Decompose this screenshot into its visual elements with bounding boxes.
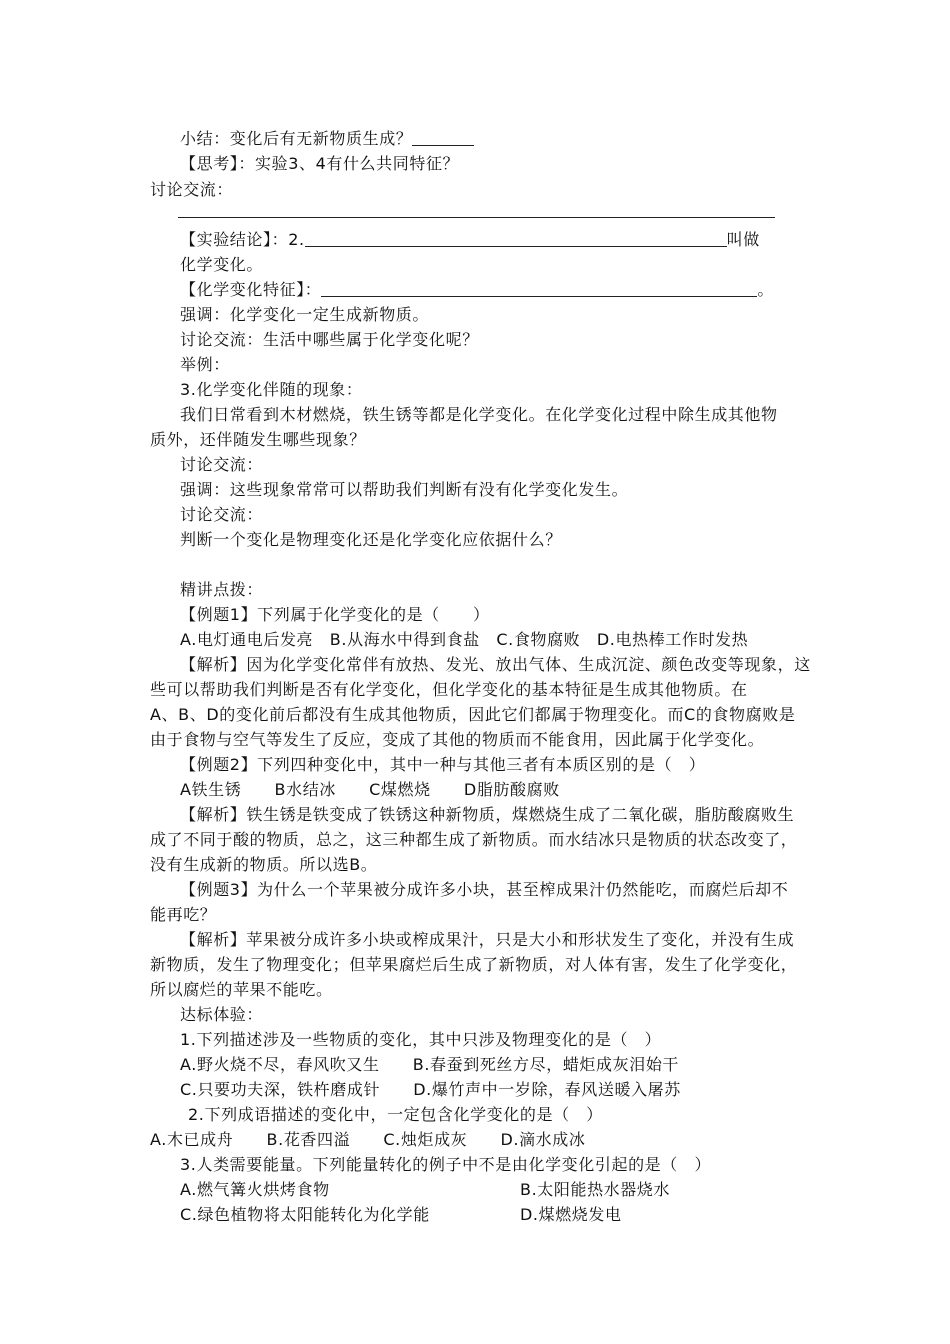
example-1-analysis: 由于食物与空气等发生了反应，变成了其他的物质而不能食用，因此属于化学变化。 <box>150 730 765 749</box>
example-3-analysis: 所以腐烂的苹果不能吃。 <box>150 980 333 999</box>
feature-suffix: 。 <box>757 280 775 299</box>
answer-line <box>178 217 775 218</box>
emphasis-line: 强调：这些现象常常可以帮助我们判断有没有化学变化发生。 <box>180 480 629 499</box>
exercise-1-question: 1.下列描述涉及一些物质的变化，其中只涉及物理变化的是（ ） <box>180 1030 662 1049</box>
example-1-analysis: 【解析】因为化学变化常伴有放热、发光、放出气体、生成沉淀、颜色改变等现象，这 <box>180 655 811 674</box>
answer-blank <box>321 280 757 297</box>
summary-line <box>180 127 474 151</box>
discussion-label: 讨论交流： <box>150 180 234 199</box>
answer-blank <box>412 129 474 146</box>
example-3-question: 【例题3】为什么一个苹果被分成许多小块，甚至榨成果汁仍然能吃，而腐烂后却不 <box>180 880 789 899</box>
example-label: 举例： <box>180 355 230 374</box>
summary-text: 小结：变化后有无新物质生成？ <box>180 129 413 148</box>
section-heading: 精讲点拨： <box>180 580 264 599</box>
example-2-analysis: 成了不同于酸的物质，总之，这三种都生成了新物质。而水结冰只是物质的状态改变了， <box>150 830 798 849</box>
feature-line <box>180 278 774 302</box>
conclusion-line <box>180 228 760 252</box>
example-2-analysis: 没有生成新的物质。所以选B。 <box>150 855 378 874</box>
example-3-analysis: 新物质，发生了物理变化；但苹果腐烂后生成了新物质，对人体有害，发生了化学变化， <box>150 955 798 974</box>
exercise-3-option-d: D.煤燃烧发电 <box>520 1205 622 1224</box>
question-line: 判断一个变化是物理变化还是化学变化应依据什么？ <box>180 530 562 549</box>
exercise-3-option-b: B.太阳能热水器烧水 <box>520 1180 671 1199</box>
section-heading: 3.化学变化伴随的现象： <box>180 380 363 399</box>
example-3-question: 能再吃？ <box>150 905 217 924</box>
thinking-question: 【思考】：实验3、4有什么共同特征？ <box>180 154 460 173</box>
exercise-2-question: 2.下列成语描述的变化中，一定包含化学变化的是（ ） <box>188 1105 603 1124</box>
exercise-3-question: 3.人类需要能量。下列能量转化的例子中不是由化学变化引起的是（ ） <box>180 1155 712 1174</box>
discussion-line: 讨论交流：生活中哪些属于化学变化呢？ <box>180 330 479 349</box>
answer-blank <box>305 230 727 247</box>
exercise-2-options: A.木已成舟 B.花香四溢 C.烛炬成灰 D.滴水成冰 <box>150 1130 586 1149</box>
example-1-analysis: 些可以帮助我们判断是否有化学变化，但化学变化的基本特征是生成其他物质。在 <box>150 680 748 699</box>
example-2-analysis: 【解析】铁生锈是铁变成了铁锈这种新物质，煤燃烧生成了二氧化碳，脂肪酸腐败生 <box>180 805 795 824</box>
example-3-analysis: 【解析】苹果被分成许多小块或榨成果汁，只是大小和形状发生了变化，并没有生成 <box>180 930 795 949</box>
emphasis-line: 强调：化学变化一定生成新物质。 <box>180 305 430 324</box>
exercise-1-options: C.只要功夫深，铁杵磨成针 D.爆竹声中一岁除，春风送暖入屠苏 <box>180 1080 681 1099</box>
discussion-label: 讨论交流： <box>180 455 264 474</box>
discussion-label: 讨论交流： <box>180 505 264 524</box>
paragraph-line: 质外，还伴随发生哪些现象？ <box>150 430 366 449</box>
conclusion-continuation: 化学变化。 <box>180 255 264 274</box>
exercise-1-options: A.野火烧不尽，春风吹又生 B.春蚕到死丝方尽，蜡炬成灰泪始干 <box>180 1055 680 1074</box>
example-1-analysis: A、B、D的变化前后都没有生成其他物质，因此它们都属于物理变化。而C的食物腐败是 <box>150 705 796 724</box>
example-2-options: A铁生锈 B水结冰 C煤燃烧 D脂肪酸腐败 <box>180 780 560 799</box>
example-1-question: 【例题1】下列属于化学变化的是（ ） <box>180 605 490 624</box>
example-2-question: 【例题2】下列四种变化中，其中一种与其他三者有本质区别的是（ ） <box>180 755 706 774</box>
feature-label: 【化学变化特征】： <box>180 280 322 299</box>
example-1-options: A.电灯通电后发亮 B.从海水中得到食盐 C.食物腐败 D.电热棒工作时发热 <box>180 630 749 649</box>
exercise-3-option-a: A.燃气篝火烘烤食物 <box>180 1180 330 1199</box>
conclusion-suffix: 叫做 <box>726 230 760 249</box>
conclusion-label: 【实验结论】：2. <box>180 230 305 249</box>
exercise-3-option-c: C.绿色植物将太阳能转化为化学能 <box>180 1205 430 1224</box>
paragraph-line: 我们日常看到木材燃烧，铁生锈等都是化学变化。在化学变化过程中除生成其他物 <box>180 405 778 424</box>
section-heading: 达标体验： <box>180 1005 264 1024</box>
